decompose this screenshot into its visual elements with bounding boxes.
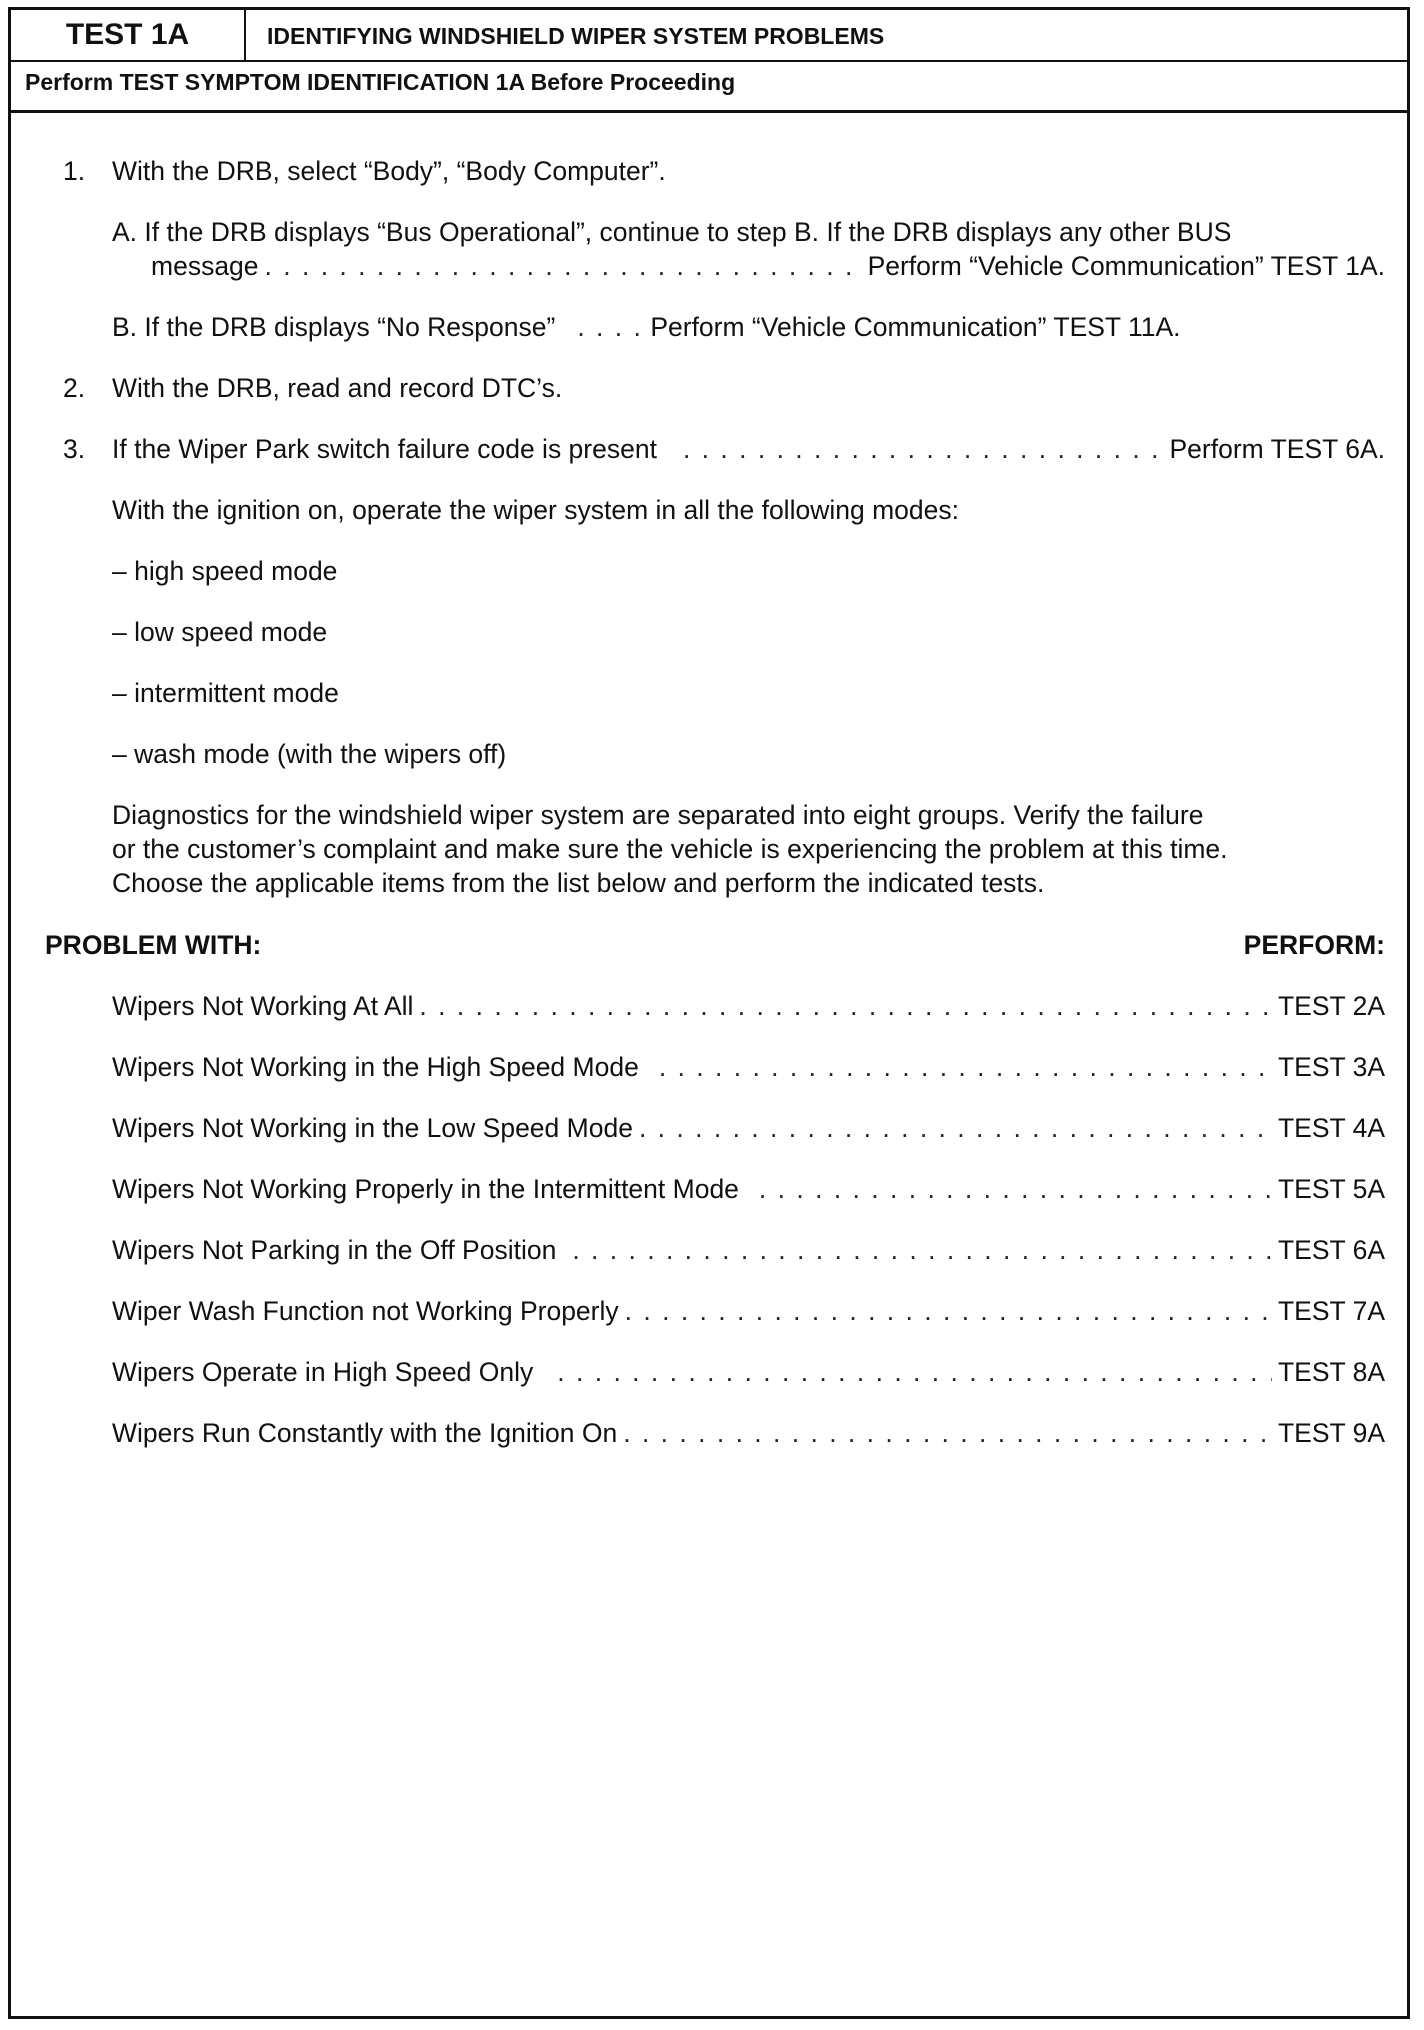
problem-label: Wipers Not Working At All xyxy=(112,991,414,1021)
problem-with-header: PROBLEM WITH: xyxy=(45,930,262,960)
dot-leader xyxy=(557,1357,1272,1388)
step-1-number: 1. xyxy=(63,156,86,186)
problem-test: TEST 9A xyxy=(1277,1418,1385,1448)
mode-item: – high speed mode xyxy=(112,556,338,586)
problem-label: Wipers Not Working in the High Speed Mode xyxy=(112,1052,639,1082)
problem-label: Wiper Wash Function not Working Properly xyxy=(112,1296,619,1326)
mode-item: – wash mode (with the wipers off) xyxy=(112,739,507,769)
problem-label: Wipers Run Constantly with the Ignition On xyxy=(112,1418,618,1448)
modes-intro: With the ignition on, operate the wiper system in all the following modes: xyxy=(112,495,959,525)
dot-leader xyxy=(623,1418,1272,1449)
problem-row xyxy=(112,1113,1385,1144)
dot-leader xyxy=(639,1113,1272,1144)
step-3-number: 3. xyxy=(63,434,86,464)
step-2-text: With the DRB, read and record DTC’s. xyxy=(112,373,563,403)
dot-leader xyxy=(625,1296,1272,1327)
problem-row xyxy=(112,1357,1385,1388)
step-1b-action: Perform “Vehicle Communication” TEST 11A. xyxy=(650,312,1181,342)
problem-row xyxy=(112,991,1385,1022)
problem-test: TEST 7A xyxy=(1277,1296,1385,1326)
dot-leader xyxy=(759,1174,1272,1205)
problem-label: Wipers Not Parking in the Off Position xyxy=(112,1235,557,1265)
problem-test: TEST 4A xyxy=(1277,1113,1385,1143)
problem-label: Wipers Not Working Properly in the Intermittent Mode xyxy=(112,1174,739,1204)
dot-leader xyxy=(572,1235,1272,1266)
step-3-row xyxy=(112,434,1385,465)
problem-test: TEST 5A xyxy=(1277,1174,1385,1204)
step-1b-text: B. If the DRB displays “No Response” xyxy=(112,312,556,342)
diagnostics-line-1: Diagnostics for the windshield wiper system are separated into eight groups. Verify the failure xyxy=(112,800,1204,830)
test-title: IDENTIFYING WINDSHIELD WIPER SYSTEM PROBLEMS xyxy=(267,23,885,49)
problem-test: TEST 8A xyxy=(1277,1357,1385,1387)
mode-item: – intermittent mode xyxy=(112,678,339,708)
header-bar xyxy=(11,10,1407,62)
problem-test: TEST 2A xyxy=(1277,991,1385,1021)
dot-leader xyxy=(659,1052,1272,1083)
dot-leader xyxy=(683,434,1164,465)
step-3-text: If the Wiper Park switch failure code is present xyxy=(112,434,657,464)
problem-test: TEST 3A xyxy=(1277,1052,1385,1082)
test-id: TEST 1A xyxy=(11,10,246,60)
dot-leader xyxy=(419,991,1272,1022)
step-1a-line1: A. If the DRB displays “Bus Operational”, continue to step B. If the DRB displays any other BUS xyxy=(112,217,1232,247)
document-frame xyxy=(8,7,1410,2019)
problem-row xyxy=(112,1235,1385,1266)
diagnostics-line-3: Choose the applicable items from the list below and perform the indicated tests. xyxy=(112,868,1045,898)
step-1-text: With the DRB, select “Body”, “Body Computer”. xyxy=(112,156,666,186)
step-1b-row xyxy=(112,312,1385,343)
step-1a-line2: message xyxy=(151,251,259,281)
problem-label: Wipers Operate in High Speed Only xyxy=(112,1357,534,1387)
problem-row xyxy=(112,1418,1385,1449)
dot-leader xyxy=(577,312,642,343)
step-1a-row xyxy=(151,251,1385,282)
problem-test: TEST 6A xyxy=(1277,1235,1385,1265)
step-3-action: Perform TEST 6A. xyxy=(1169,434,1385,464)
dot-leader xyxy=(265,251,862,282)
diagnostics-line-2: or the customer’s complaint and make sure the vehicle is experiencing the problem at this time. xyxy=(112,834,1228,864)
problem-label: Wipers Not Working in the Low Speed Mode xyxy=(112,1113,633,1143)
mode-item: – low speed mode xyxy=(112,617,328,647)
problem-row xyxy=(112,1174,1385,1205)
problem-row xyxy=(112,1052,1385,1083)
step-2-number: 2. xyxy=(63,373,86,403)
problem-row xyxy=(112,1296,1385,1327)
step-1a-action: Perform “Vehicle Communication” TEST 1A. xyxy=(867,251,1385,281)
perform-header: PERFORM: xyxy=(1243,930,1385,960)
prerequisite-note: Perform TEST SYMPTOM IDENTIFICATION 1A Before Proceeding xyxy=(11,60,1407,113)
